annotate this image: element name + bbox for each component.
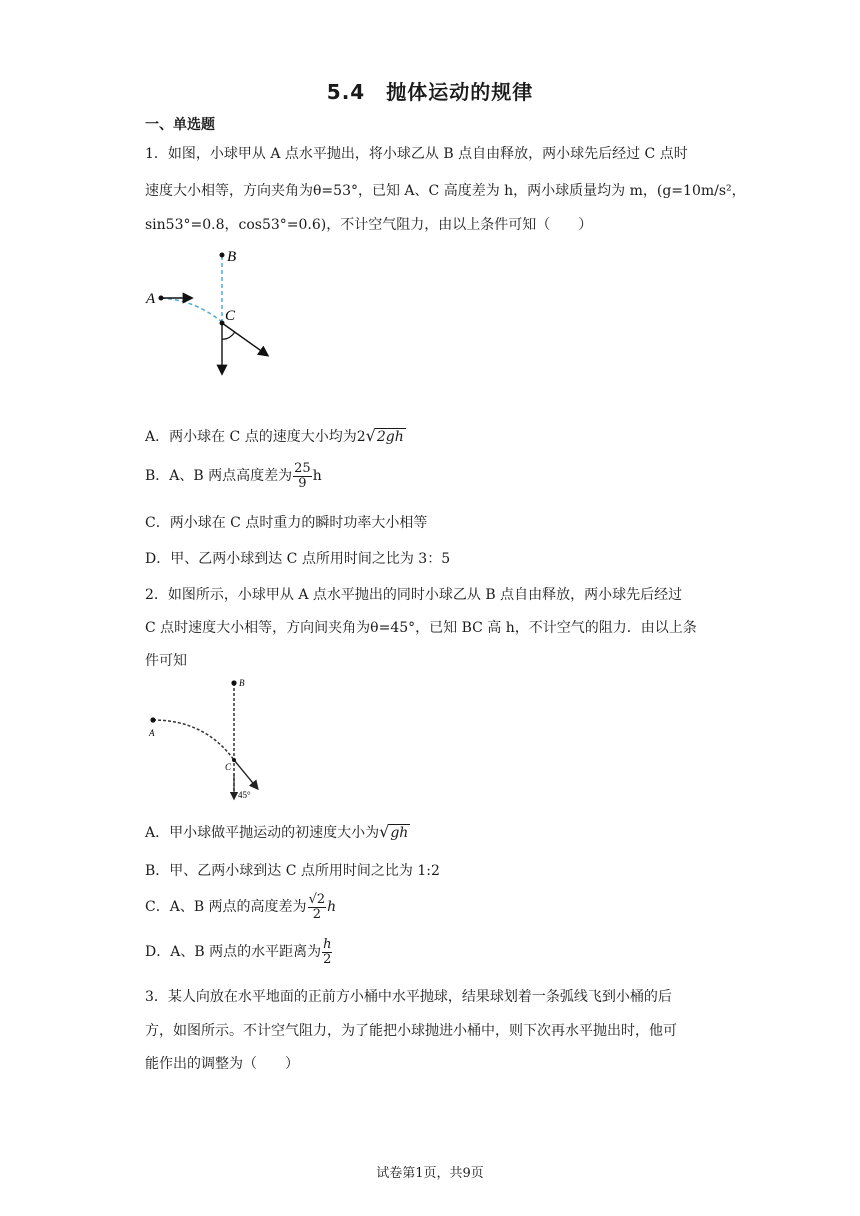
q2-option-d-fraction [322,938,332,966]
q2-point-c [232,758,236,762]
q3-line-2: 方，如图所示。不计空气阻力，为了能把小球抛进小桶中，则下次再水平抛出时，他可 [145,1023,677,1039]
q1-option-b-suffix: h [312,468,322,485]
q2-line-2: C 点时速度大小相等，方向间夹角为θ=45°，已知 BC 高 h，不计空气的阻力．由以上条 [145,620,697,636]
page-footer: 试卷第1页，共9页 [376,1166,484,1181]
q1-option-b-fraction [293,462,312,490]
q2-point-b [231,680,236,685]
q2-option-d-text: D．A、B 两点的水平距离为 [145,944,322,961]
q1-figure [143,244,283,384]
radical-sign: √ [379,822,390,841]
q1-line-1: 1．如图，小球甲从 A 点水平抛出，将小球乙从 B 点自由释放，两小球先后经过 C 点时 [145,146,688,162]
q1-option-b-text: B．A、B 两点高度差为 [145,468,293,485]
fraction-denominator: 9 [298,475,307,491]
q1-option-a-coef: 2 [356,429,366,445]
q2-option-c-text: C．A、B 两点的高度差为 [145,899,307,916]
q2-option-a-text: A．甲小球做平抛运动的初速度大小为 [145,825,380,841]
q1-option-b [145,462,322,490]
q2-label-b: B [239,678,245,688]
q2-option-a-radicand: gh [390,825,409,841]
q2-velocity-slant-arrow [234,760,257,788]
fraction-denominator: 2 [323,951,332,967]
q2-label-a: A [149,728,155,738]
q2-figure [143,674,273,804]
q1-option-d: D．甲、乙两小球到达 C 点所用时间之比为 3：5 [145,551,451,567]
fraction-numerator: √2 [308,892,326,907]
q1-label-a: A [146,291,156,307]
q2-option-b: B．甲、乙两小球到达 C 点所用时间之比为 1:2 [145,863,440,879]
q1-line-3: sin53°=0.8，cos53°=0.6)，不计空气阻力，由以上条件可知（ ） [145,217,593,233]
q1-option-a [145,426,406,446]
q2-option-c [145,893,336,921]
q1-path-a [161,298,222,322]
q3-line-1: 3．某人向放在水平地面的正前方小桶中水平抛球，结果球划着一条弧线飞到小桶的后 [145,989,672,1005]
q2-angle-label: 45° [238,790,251,800]
q1-line-2: 速度大小相等，方向夹角为θ=53°，已知 A、C 高度差为 h，两小球质量均为 m，(g=10m/s²， [145,183,746,199]
q1-point-b [220,253,225,258]
q1-angle-arc [222,332,235,339]
q1-velocity-slant-arrow [222,323,267,355]
q2-line-1: 2．如图所示，小球甲从 A 点水平抛出的同时小球乙从 B 点自由释放，两小球先后经过 [145,587,683,603]
q2-label-c: C [225,762,232,772]
q1-label-c: C [225,308,236,324]
q2-point-a [150,717,155,722]
fraction-numerator: h [323,937,332,952]
q1-option-a-text: A．两小球在 C 点的速度大小均为 [145,429,357,445]
page-title: 5.4 抛体运动的规律 [326,80,534,104]
q3-line-3: 能作出的调整为（ ） [145,1056,299,1072]
q1-label-b: B [227,249,237,265]
section-heading: 一、单选题 [145,117,215,133]
radical-sign: √ [365,426,376,445]
q2-path-a [153,720,234,760]
fraction-denominator: 2 [312,906,321,922]
fraction-numerator: 25 [294,461,311,476]
q2-line-3: 件可知 [145,653,187,669]
q2-option-c-suffix: h [327,899,337,916]
q2-option-d [145,938,333,966]
q1-option-a-radicand: 2gh [376,429,404,445]
q2-option-c-fraction [308,893,327,921]
q2-option-a [145,822,410,842]
q1-option-c: C．两小球在 C 点时重力的瞬时功率大小相等 [145,515,428,531]
